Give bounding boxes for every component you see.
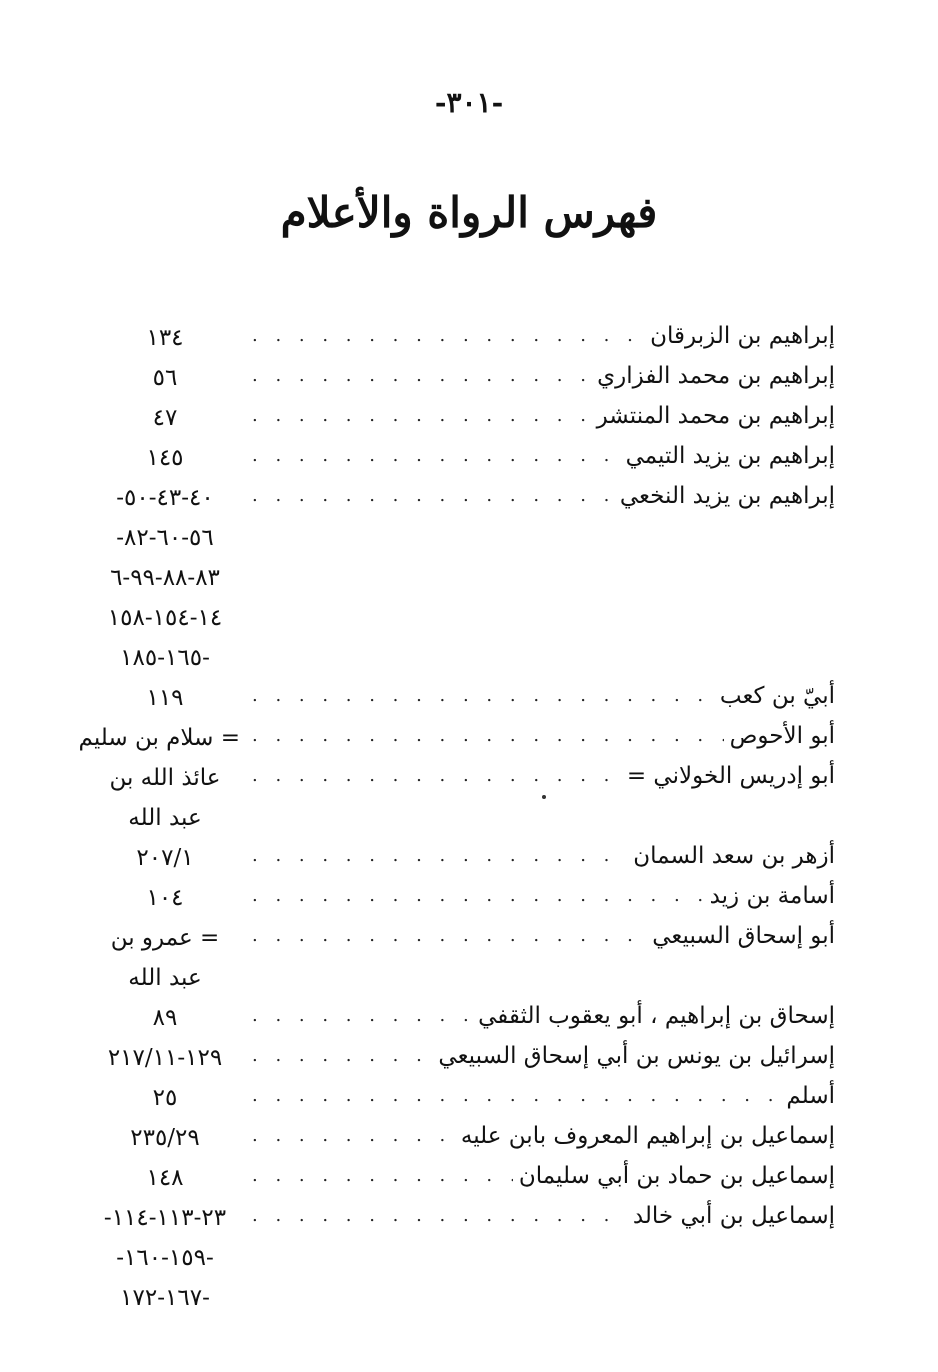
entry-pages — [90, 398, 240, 438]
index-entry — [90, 678, 835, 718]
page-ref-line: ١٤٥ — [146, 445, 184, 471]
page-ref-line: = سلام بن سليم — [78, 725, 240, 751]
dot-leader — [252, 678, 714, 714]
index-entry — [90, 1158, 835, 1198]
dot-leader — [252, 1198, 627, 1234]
entry-name: إبراهيم بن يزيد التيمي — [625, 443, 835, 469]
page-ref-line: ١٣٤ — [146, 325, 184, 351]
page-ref-line: ٢٥ — [152, 1085, 178, 1111]
dot-leader — [252, 398, 591, 434]
entry-name: أبو إسحاق السبيعي — [652, 923, 835, 949]
dot-leader — [252, 998, 472, 1034]
dot-leader — [252, 478, 614, 514]
entry-pages — [90, 838, 240, 878]
index-entry — [90, 398, 835, 438]
page-ref-line: -١٦٥-١٨٥ — [120, 645, 210, 671]
entry-name: إسرائيل بن يونس بن أبي إسحاق السبيعي — [438, 1043, 835, 1069]
entry-pages — [90, 1158, 240, 1198]
entry-name: إسماعيل بن إبراهيم المعروف بابن عليه — [460, 1123, 835, 1149]
page-ref-line: عبد الله — [128, 805, 202, 831]
dot-leader — [252, 838, 627, 874]
page-ref-line: ١٤٨ — [146, 1165, 184, 1191]
dot-leader — [252, 1118, 455, 1154]
page-ref-line: ٢٠٧/١ — [136, 845, 194, 871]
page-title: فهرس الرواة والأعلام — [280, 188, 658, 237]
page-ref-line: ١٢٩-٢١٧/١١ — [107, 1045, 223, 1071]
entry-name: إبراهيم بن يزيد النخعي — [619, 483, 835, 509]
entry-pages — [90, 358, 240, 398]
entry-pages — [90, 1038, 240, 1078]
entry-pages — [90, 878, 240, 918]
dot-leader — [252, 758, 621, 794]
page-ref-line: -١٦٧-١٧٢ — [120, 1285, 210, 1311]
page-ref-line: عائذ الله بن — [109, 765, 221, 791]
dot-leader — [252, 918, 646, 954]
page-ref-line: -١٥٩-١٦٠- — [116, 1245, 214, 1271]
entry-name: إسماعيل بن أبي خالد — [632, 1203, 835, 1229]
dot-leader — [252, 1158, 513, 1194]
entry-pages — [78, 718, 240, 758]
entry-pages — [90, 998, 240, 1038]
entry-pages — [90, 758, 240, 838]
entry-pages — [90, 918, 240, 998]
page-ref-line: ٥٦ — [152, 365, 178, 391]
entry-name: إبراهيم بن محمد الفزاري — [597, 363, 835, 389]
dot-leader — [252, 358, 591, 394]
entry-name: أسلم — [786, 1083, 835, 1109]
entry-name: إبراهيم بن الزبرقان — [650, 323, 835, 349]
page-ref-line: ١١٩ — [146, 685, 184, 711]
index-entry — [90, 1038, 835, 1078]
entry-name: إسماعيل بن حماد بن أبي سليمان — [518, 1163, 835, 1189]
index-entry — [90, 918, 835, 998]
dot-leader — [252, 438, 620, 474]
page-ref-line: ٢٣-١١٣-١١٤- — [103, 1205, 227, 1231]
entry-name: أسامة بن زيد — [709, 883, 835, 909]
entry-name: أبو الأحوص — [729, 723, 835, 749]
page-ref-line: ٥٦-٦٠-٨٢- — [116, 525, 214, 551]
index-list — [78, 318, 835, 1318]
page-ref-line: ٢٣٥/٢٩ — [130, 1125, 200, 1151]
index-entry — [90, 358, 835, 398]
dot-leader — [252, 1038, 432, 1074]
dot-leader — [252, 1078, 780, 1114]
index-entry — [90, 1198, 835, 1318]
page-ref-line: عبد الله — [128, 965, 202, 991]
index-entry — [90, 838, 835, 878]
dot-leader — [252, 318, 644, 354]
page-ref-line: ٨٣-٨٨-٩٩-٦ — [110, 565, 220, 591]
index-entry — [90, 758, 835, 838]
page-number: -٣٠١- — [434, 86, 504, 119]
index-entry — [90, 438, 835, 478]
entry-name: أبيّ بن كعب — [719, 683, 835, 709]
page-ref-line: ٤٠-٤٣-٥٠- — [116, 485, 214, 511]
entry-name: إبراهيم بن محمد المنتشر — [596, 403, 835, 429]
index-entry — [90, 998, 835, 1038]
page-ref-line: ١٤-١٥٤-١٥٨ — [107, 605, 223, 631]
index-entry — [90, 1078, 835, 1118]
entry-pages — [90, 438, 240, 478]
page-ref-line: ٤٧ — [152, 405, 178, 431]
index-entry — [78, 718, 835, 758]
index-entry — [90, 478, 835, 678]
ink-dot — [542, 795, 546, 799]
entry-pages — [90, 1118, 240, 1158]
entry-pages — [90, 478, 240, 678]
entry-name: أزهر بن سعد السمان — [633, 843, 835, 869]
entry-pages — [90, 318, 240, 358]
dot-leader — [252, 878, 704, 914]
page-ref-line: ٨٩ — [152, 1005, 178, 1031]
entry-name: أبو إدريس الخولاني = — [626, 763, 835, 789]
entry-name: إسحاق بن إبراهيم ، أبو يعقوب الثقفي — [478, 1003, 835, 1029]
page-ref-line: = عمرو بن — [110, 925, 220, 951]
page-ref-line: ١٠٤ — [146, 885, 184, 911]
entry-pages — [90, 678, 240, 718]
index-entry — [90, 1118, 835, 1158]
entry-pages — [90, 1078, 240, 1118]
index-entry — [90, 878, 835, 918]
entry-pages — [90, 1198, 240, 1318]
dot-leader — [252, 718, 724, 754]
index-entry — [90, 318, 835, 358]
